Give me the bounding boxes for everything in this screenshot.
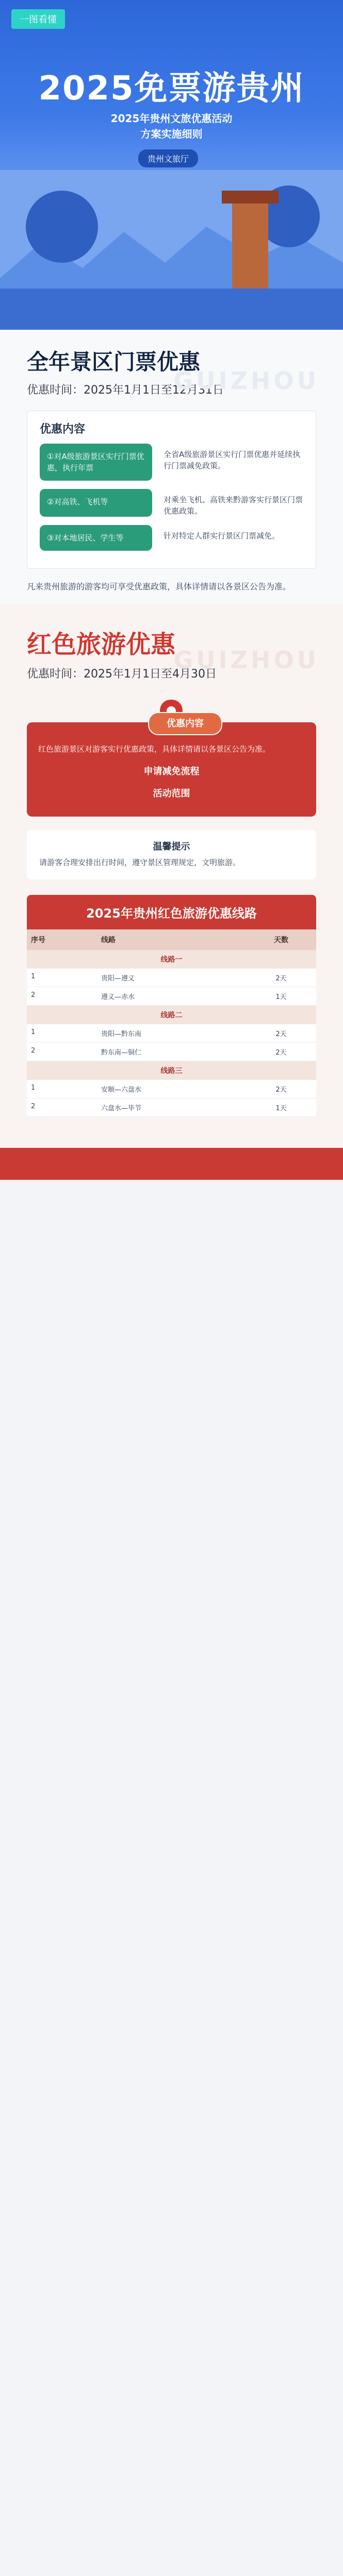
route-name: 线路一	[27, 950, 316, 969]
section-dates: 优惠时间：2025年1月1日至12月31日	[27, 384, 224, 397]
table-cell: 黔东南—铜仁	[101, 1049, 142, 1057]
discount-text: 对乘坐飞机、高铁来黔游客实行景区门票优惠政策。	[164, 495, 303, 516]
table-row	[27, 969, 316, 987]
table-cell: 贵阳—遵义	[101, 975, 135, 982]
table-cell: 遵义—赤水	[101, 993, 135, 1001]
discount-text: 针对特定人群实行景区门票减免。	[164, 531, 280, 540]
discount-pill: ②对高铁、飞机等	[40, 489, 152, 517]
subtitle-line-2: 方案实施细则	[140, 128, 203, 140]
card-badge: 优惠内容	[148, 712, 222, 735]
card-text: 红色旅游景区对游客实行优惠政策，具体详情请以各景区公告为准。	[38, 744, 271, 754]
table-row	[27, 1043, 316, 1061]
watermark: GUIZHOU	[173, 646, 319, 674]
table-cell: 2天	[275, 1086, 287, 1094]
section-title: 红色旅游优惠	[27, 630, 176, 659]
discount-pill: ①对A级旅游景区实行门票优惠，执行年票	[40, 444, 152, 481]
discount-row	[40, 489, 303, 517]
discount-row	[40, 525, 303, 551]
table-cell: 1天	[275, 993, 287, 1001]
route-name: 线路三	[27, 1061, 316, 1080]
discount-box	[27, 411, 316, 569]
watermark: GUIZHOU	[173, 367, 319, 395]
section-ticket-discount	[0, 330, 343, 604]
section-dates: 优惠时间：2025年1月1日至4月30日	[27, 668, 217, 681]
table-cell: 2	[31, 991, 36, 999]
category-tag: 一图看懂	[11, 9, 65, 29]
route-name: 线路二	[27, 1006, 316, 1024]
author-badge: 贵州文旅厅	[138, 149, 198, 167]
routes-container	[27, 950, 316, 1117]
page-title: 2025免票游贵州	[38, 70, 305, 108]
table-cell: 1	[31, 973, 36, 980]
table-cell: 贵阳—黔东南	[101, 1030, 142, 1038]
header-cell: 序号	[31, 936, 45, 944]
section-red-tourism	[0, 604, 343, 895]
table-row	[27, 1080, 316, 1098]
header-cell: 天数	[274, 936, 288, 944]
route-table	[27, 895, 316, 1117]
table-cell: 1	[31, 1084, 36, 1092]
table-cell: 安顺—六盘水	[101, 1086, 142, 1094]
card-subtitle-scope: 活动范围	[153, 788, 190, 799]
section-paragraph: 凡来贵州旅游的游客均可享受优惠政策，具体详情请以各景区公告为准。	[27, 582, 291, 591]
header-cell: 线路	[101, 936, 116, 944]
notice-box	[27, 830, 316, 879]
table-title: 2025年贵州红色旅游优惠线路	[27, 895, 316, 929]
route-table-section	[0, 895, 343, 1148]
table-cell: 1	[31, 1028, 36, 1036]
discount-row	[40, 444, 303, 481]
table-row	[27, 987, 316, 1006]
table-cell: 2天	[275, 1030, 287, 1038]
footer-bar	[0, 1148, 343, 1180]
table-cell: 2	[31, 1103, 36, 1110]
card-subtitle-process: 申请减免流程	[143, 766, 200, 777]
table-cell: 2天	[275, 975, 287, 982]
table-row	[27, 1024, 316, 1043]
table-cell: 2天	[275, 1049, 287, 1057]
page-subtitle	[0, 111, 343, 142]
table-cell: 1天	[275, 1105, 287, 1112]
section-title: 全年景区门票优惠	[27, 349, 201, 375]
discount-text: 全省A级旅游景区实行门票优惠并延续执行门票减免政策。	[164, 450, 301, 470]
subtitle-line-1: 2025年贵州文旅优惠活动	[110, 112, 233, 125]
table-cell: 2	[31, 1047, 36, 1055]
hero-illustration	[0, 170, 343, 330]
notice-text: 请游客合理安排出行时间，遵守景区管理规定，文明旅游。	[39, 858, 241, 867]
discount-pill: ③对本地居民、学生等	[40, 525, 152, 551]
table-header	[27, 929, 316, 950]
table-cell: 六盘水—毕节	[101, 1105, 142, 1112]
box-title: 优惠内容	[40, 423, 86, 436]
red-discount-card	[27, 718, 316, 817]
table-row	[27, 1098, 316, 1117]
notice-title: 温馨提示	[153, 841, 190, 852]
hero-banner	[0, 0, 343, 330]
